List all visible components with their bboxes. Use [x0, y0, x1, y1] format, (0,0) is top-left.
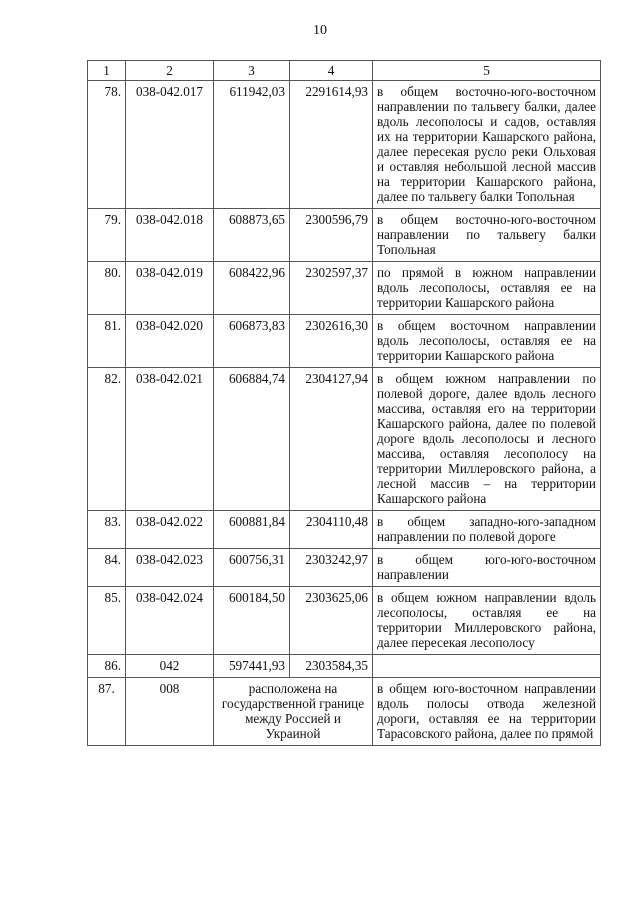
y-coordinate-cell: 2302616,30 [290, 315, 373, 368]
boundary-description-cell: в общем восточном направлении вдоль лесополосы, оставляя ее на территории Кашарского района [373, 315, 601, 368]
header-cell: 5 [373, 61, 601, 81]
x-coordinate-cell: 600184,50 [214, 587, 290, 655]
x-coordinate-cell: 600881,84 [214, 511, 290, 549]
table-row [88, 209, 601, 262]
point-code-cell: 038-042.024 [126, 587, 214, 655]
point-code-cell: 038-042.020 [126, 315, 214, 368]
table-row [88, 315, 601, 368]
table-row [88, 81, 601, 209]
point-code-cell: 008 [126, 678, 214, 746]
row-number-cell: 87. [88, 678, 126, 746]
x-coordinate-cell: 608873,65 [214, 209, 290, 262]
x-coordinate-cell: 608422,96 [214, 262, 290, 315]
boundary-description-cell: в общем восточно-юго-восточном направлении по тальвегу балки, далее вдоль лесополосы и садов, оставляя их на территории Кашарского района, далее пересекая русло реки Ольховая и оставляя небольшой лесной массив на территории Кашарского района, далее по тальвегу балки Топольная [373, 81, 601, 209]
point-code-cell: 038-042.022 [126, 511, 214, 549]
page-number: 10 [313, 23, 327, 38]
table-row [88, 368, 601, 511]
x-coordinate-cell: 606873,83 [214, 315, 290, 368]
boundary-description-cell: в общем юго-юго-восточном направлении [373, 549, 601, 587]
boundary-description-cell: в общем южном направлении по полевой дороге, далее вдоль лесного массива, оставляя его на территории Кашарского района, далее по полевой дороге вдоль лесополосы и лесного массива, оставляя лесополосу на территории Миллеровского района, а лесной массив – на территории Кашарского района [373, 368, 601, 511]
point-code-cell: 042 [126, 655, 214, 678]
table-row [88, 587, 601, 655]
boundary-description-cell [373, 655, 601, 678]
boundary-description-cell: в общем западно-юго-западном направлении по полевой дороге [373, 511, 601, 549]
location-note-cell: расположена на государственной границе между Россией и Украиной [214, 678, 373, 746]
point-code-cell: 038-042.023 [126, 549, 214, 587]
y-coordinate-cell: 2300596,79 [290, 209, 373, 262]
header-cell: 3 [214, 61, 290, 81]
row-number-cell: 82. [88, 368, 126, 511]
row-number-cell: 84. [88, 549, 126, 587]
point-code-cell: 038-042.021 [126, 368, 214, 511]
table-row [88, 511, 601, 549]
boundary-points-table [87, 60, 601, 746]
table-row [88, 655, 601, 678]
x-coordinate-cell: 597441,93 [214, 655, 290, 678]
header-cell: 2 [126, 61, 214, 81]
row-number-cell: 85. [88, 587, 126, 655]
y-coordinate-cell: 2303584,35 [290, 655, 373, 678]
point-code-cell: 038-042.018 [126, 209, 214, 262]
x-coordinate-cell: 600756,31 [214, 549, 290, 587]
row-number-cell: 86. [88, 655, 126, 678]
x-coordinate-cell: 606884,74 [214, 368, 290, 511]
y-coordinate-cell: 2303242,97 [290, 549, 373, 587]
header-cell: 4 [290, 61, 373, 81]
x-coordinate-cell: 611942,03 [214, 81, 290, 209]
boundary-description-cell: в общем южном направлении вдоль лесополосы, оставляя ее на территории Миллеровского района, далее пересекая лесополосу [373, 587, 601, 655]
row-number-cell: 81. [88, 315, 126, 368]
boundary-description-cell: в общем юго-восточном направлении вдоль полосы отвода железной дороги, оставляя ее на территории Тарасовского района, далее по прямой [373, 678, 601, 746]
y-coordinate-cell: 2304127,94 [290, 368, 373, 511]
y-coordinate-cell: 2302597,37 [290, 262, 373, 315]
boundary-description-cell: по прямой в южном направлении вдоль лесополосы, оставляя ее на территории Кашарского района [373, 262, 601, 315]
header-row [88, 61, 601, 81]
y-coordinate-cell: 2303625,06 [290, 587, 373, 655]
row-number-cell: 83. [88, 511, 126, 549]
header-cell: 1 [88, 61, 126, 81]
boundary-description-cell: в общем восточно-юго-восточном направлении по тальвегу балки Топольная [373, 209, 601, 262]
table-body [88, 81, 601, 746]
point-code-cell: 038-042.019 [126, 262, 214, 315]
point-code-cell: 038-042.017 [126, 81, 214, 209]
table-row [88, 549, 601, 587]
row-number-cell: 80. [88, 262, 126, 315]
row-number-cell: 78. [88, 81, 126, 209]
y-coordinate-cell: 2291614,93 [290, 81, 373, 209]
table-row [88, 262, 601, 315]
y-coordinate-cell: 2304110,48 [290, 511, 373, 549]
row-number-cell: 79. [88, 209, 126, 262]
table-row [88, 678, 601, 746]
